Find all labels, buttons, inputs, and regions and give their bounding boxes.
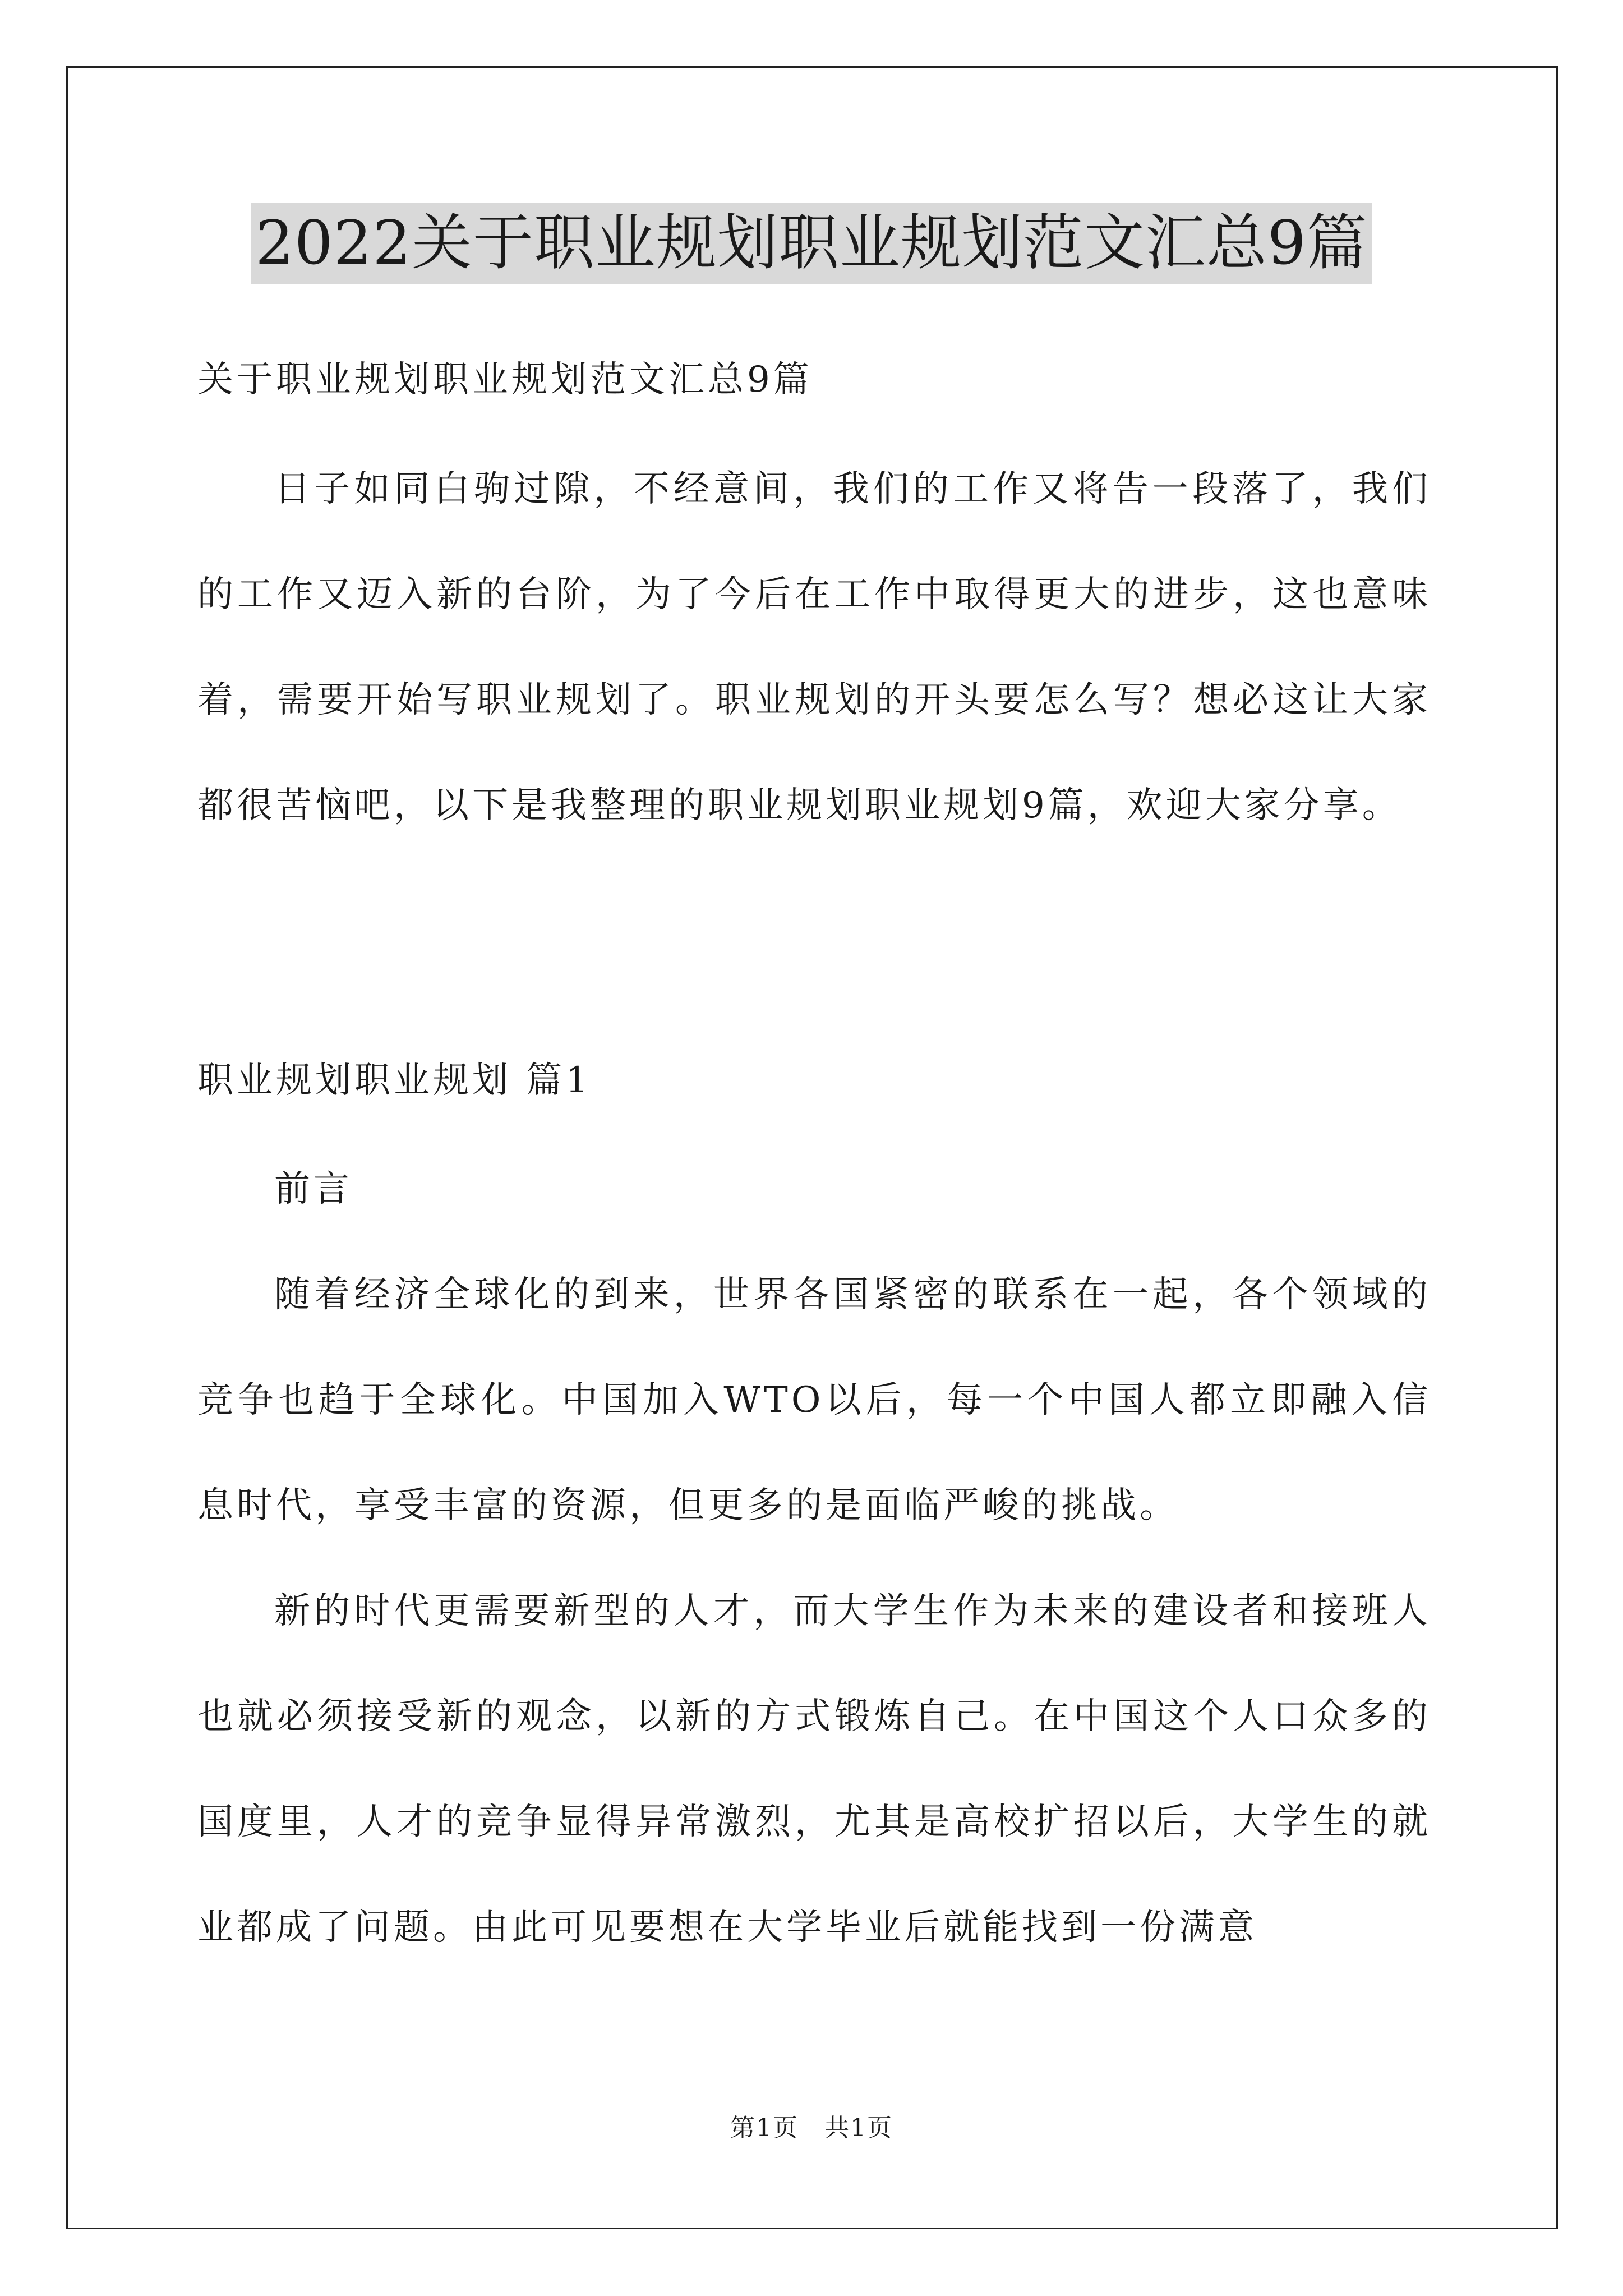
page-footer: 第1页 共1页: [730, 2114, 893, 2142]
title-container: [0, 203, 1623, 284]
document-title: 2022关于职业规划职业规划范文汇总9篇: [251, 203, 1372, 284]
paragraph-talent: 新的时代更需要新型的人才，而大学生作为未来的建设者和接班人也就必须接受新的观念，以新的方式锻炼自己。在中国这个人口众多的国度里，人才的竞争显得异常激烈，尤其是高校扩招以后，大学生的就业都成了问题。由此可见要想在大学毕业后就能找到一份满意: [197, 1590, 1431, 1948]
preface-label: 前言: [274, 1168, 353, 1210]
intro-paragraph: 日子如同白驹过隙，不经意间，我们的工作又将告一段落了，我们的工作又迈入新的台阶，为了今后在工作中取得更大的进步，这也意味着，需要开始写职业规划了。职业规划的开头要怎么写？想必这让大家都很苦恼吧，以下是我整理的职业规划职业规划9篇，欢迎大家分享。: [197, 468, 1431, 826]
section-heading: 职业规划职业规划 篇1: [197, 1060, 592, 1101]
paragraph-globalization: 随着经济全球化的到来，世界各国紧密的联系在一起，各个领域的竞争也趋于全球化。中国加入WTO以后，每一个中国人都立即融入信息时代，享受丰富的资源，但更多的是面临严峻的挑战。: [197, 1274, 1431, 1526]
document-subtitle: 关于职业规划职业规划范文汇总9篇: [197, 359, 813, 401]
